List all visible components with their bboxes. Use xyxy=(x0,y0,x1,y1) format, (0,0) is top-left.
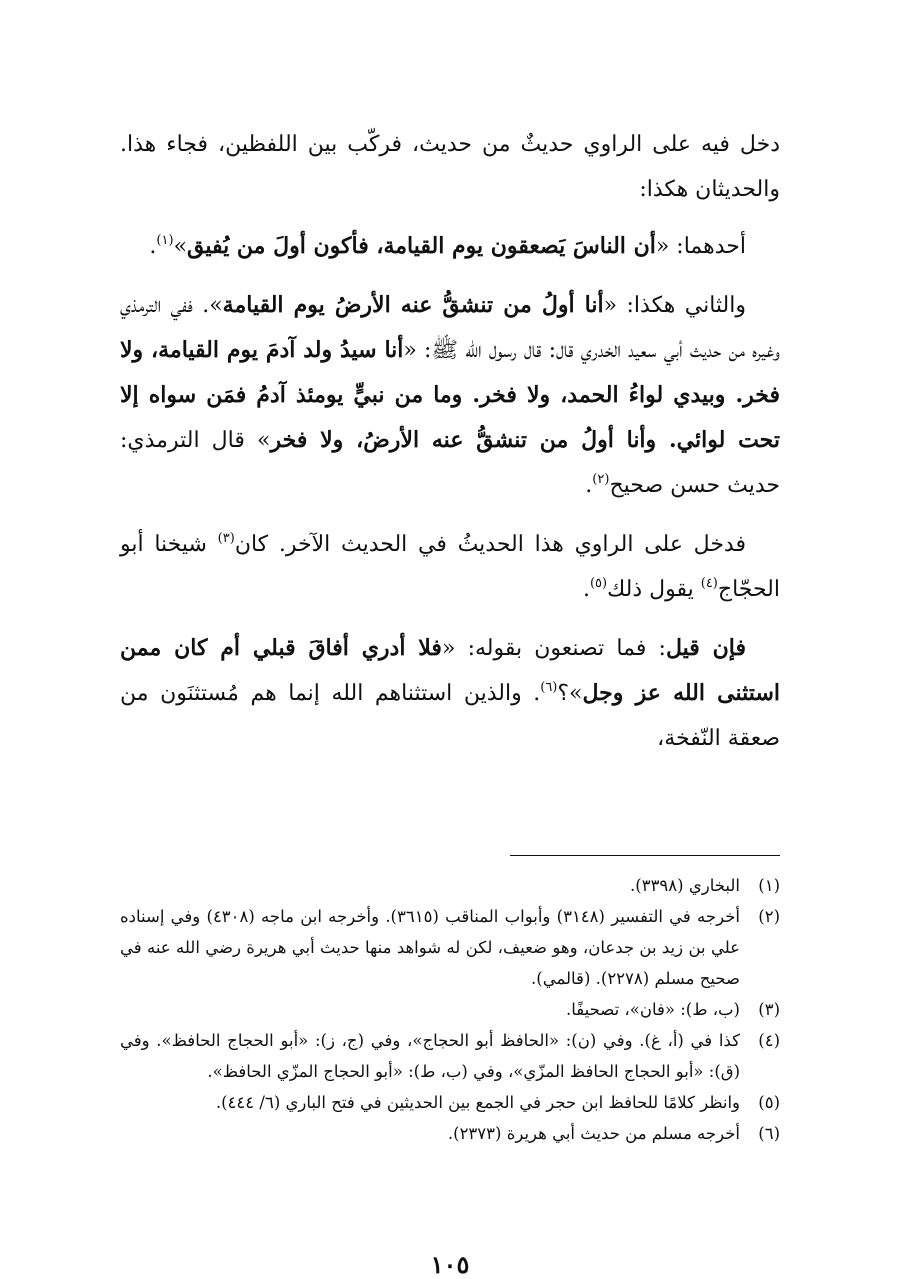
page-number: ١٠٥ xyxy=(430,1250,470,1279)
footnote-number: (٢) xyxy=(758,907,780,926)
text-run: شيخنا أبو الحجّاج xyxy=(120,532,780,602)
question-lead: فإن قيل xyxy=(665,635,746,661)
text-run: » xyxy=(173,234,188,259)
hadith-quote: أنا سيدُ ولد آدمَ يوم القيامة، ولا فخر. وبيدي لواءُ الحمد، ولا فخر. وما من نبيٍّ يومئذ آدمُ فمَن سواه إلا تحت لوائي. وأنا أولُ من تنشقُّ عنه الأرضُ، ولا فخر xyxy=(120,337,780,453)
text-run: والثاني هكذا: « xyxy=(603,293,746,318)
footnote-ref-3[interactable]: (٣) xyxy=(217,531,235,546)
footnote-number: (٥) xyxy=(758,1093,780,1112)
footnote-text: (ب، ط): «فان»، تصحيفًا. xyxy=(566,1000,740,1019)
footnote-text: وانظر كلامًا للحافظ ابن حجر في الجمع بين الحديثين في فتح الباري (٦/ ٤٤٤). xyxy=(215,1093,740,1112)
text-run: أحدهما: « xyxy=(655,234,746,259)
hadith-quote: أن الناسَ يَصعقون يوم القيامة، فأكون أولَ من يُفيق xyxy=(187,233,656,259)
footnote xyxy=(120,1118,780,1149)
footnote-number: (٣) xyxy=(758,1000,780,1019)
footnote xyxy=(120,901,780,994)
footnote-number: (١) xyxy=(758,876,780,895)
footnote-text: البخاري (٣٣٩٨). xyxy=(630,876,740,895)
paragraph-1: دخل فيه على الراوي حديثٌ من حديث، فركّب بين اللفظين، فجاء هذا. والحديثان هكذا: xyxy=(120,132,780,202)
text-run: . xyxy=(585,473,593,498)
hadith-quote: أنا أولُ من تنشقُّ عنه الأرضُ يوم القيامة xyxy=(222,292,604,318)
text-run: يقول ذلك xyxy=(607,577,701,602)
text-run: » قال الترمذي: حديث حسن صحيح xyxy=(120,428,780,498)
paragraph-4 xyxy=(120,522,780,612)
footnote-text: كذا في (أ، غ). وفي (ن): «الحافظ أبو الحجاج»، وفي (ج، ز): «أبو الحجاج الحافظ». وفي (ق): «أبو الحجاج الحافظ المزّي»، وفي (ب، ط): «أبو الحجاج المزّي الحافظ». xyxy=(120,1031,740,1081)
paragraph-3 xyxy=(120,283,780,508)
paragraph-5 xyxy=(120,626,780,761)
footnote-ref-5[interactable]: (٥) xyxy=(589,576,608,591)
footnote xyxy=(120,994,780,1025)
text-run: . xyxy=(582,577,590,602)
footnote-ref-6[interactable]: (٦) xyxy=(540,680,558,695)
text-run: فدخل على الراوي هذا الحديثُ في الحديث الآخر. كان xyxy=(234,532,746,557)
text-run: . والذين استثناهم الله إنما هم مُستثنَون من صعقة النّفخة، xyxy=(120,681,780,751)
footnote-number: (٤) xyxy=(758,1031,780,1050)
footnote-text: أخرجه مسلم من حديث أبي هريرة (٢٣٧٣). xyxy=(447,1124,740,1143)
footnote-ref-4[interactable]: (٤) xyxy=(700,576,718,591)
footnote-ref-2[interactable]: (٢) xyxy=(592,472,610,487)
footnote xyxy=(120,1087,780,1118)
footnote-separator xyxy=(510,855,780,856)
text-run: »؟ xyxy=(557,681,583,706)
paragraph-2 xyxy=(120,224,780,269)
footnotes xyxy=(120,870,780,1149)
hadith-quote: فلا أدري أفاقَ قبلي أم كان ممن استثنى الله عز وجل xyxy=(120,635,780,706)
footnote xyxy=(120,1025,780,1087)
text-run: . xyxy=(149,234,157,259)
text-run: ». ففي الترمذي وغيره من حديث أبي سعيد الخدري قال: قال رسول الله ﷺ: « xyxy=(120,293,781,363)
main-text xyxy=(120,122,780,761)
footnote-number: (٦) xyxy=(758,1124,780,1143)
footnote-ref-1[interactable]: (١) xyxy=(156,233,174,248)
footnote xyxy=(120,870,780,901)
book-page xyxy=(120,122,781,1279)
footnote-text: أخرجه في التفسير (٣١٤٨) وأبواب المناقب (٣٦١٥). وأخرجه ابن ماجه (٤٣٠٨) وفي إسناده علي بن زيد بن جدعان، وهو ضعيف، لكن له شواهد منها حديث أبي هريرة رضي الله عنه في صحيح مسلم (٢٢٧٨). (قالمي). xyxy=(120,907,740,988)
text-run: : فما تصنعون بقوله: « xyxy=(441,636,666,661)
